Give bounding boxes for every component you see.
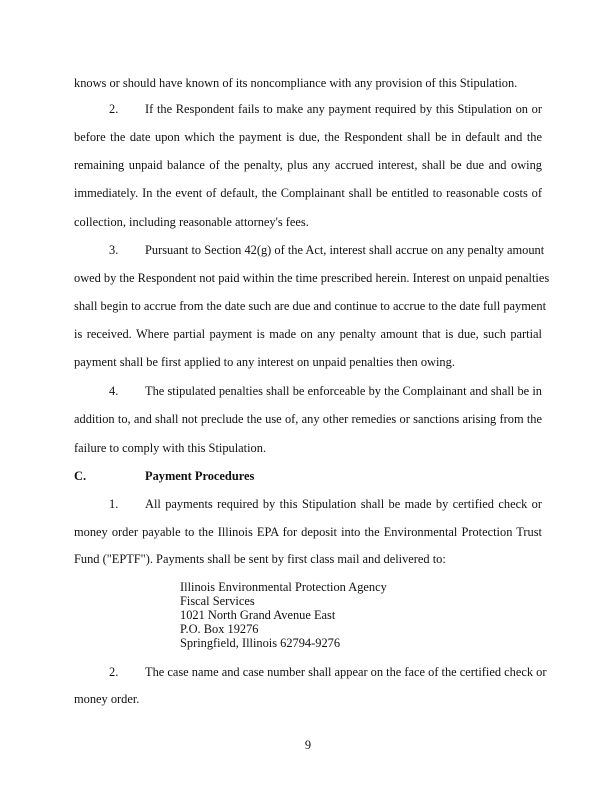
payment-para2-number: 2. — [109, 665, 119, 679]
page-number: 9 — [304, 738, 312, 752]
para2-last-line: collection, including reasonable attorney's fees. — [74, 215, 309, 229]
para4-number: 4. — [109, 384, 119, 398]
address-line-5: Springfield, Illinois 62794-9276 — [180, 636, 341, 650]
para4-last-line: failure to comply with this Stipulation. — [74, 441, 267, 455]
para2-line-3: remaining unpaid balance of the penalty, plus any accrued interest, shall be due and owing — [74, 158, 542, 172]
payment-para1-line-2: money order payable to the Illinois EPA for deposit into the Environmental Protection Trust — [74, 525, 542, 539]
payment-para2-last-line: money order. — [74, 692, 140, 706]
address-line-4: P.O. Box 19276 — [180, 622, 259, 636]
address-line-2: Fiscal Services — [180, 594, 255, 608]
para3-line-3: shall begin to accrue from the date such are due and continue to accrue to the date full payment — [74, 299, 547, 313]
payment-para1-last-line: Fund ("EPTF"). Payments shall be sent by first class mail and delivered to: — [74, 552, 446, 566]
section-c-title: Payment Procedures — [145, 469, 255, 483]
payment-para1-line-1: All payments required by this Stipulation shall be made by certified check or — [145, 497, 542, 511]
para4-line-1: The stipulated penalties shall be enforceable by the Complainant and shall be in — [145, 384, 542, 398]
para3-line-2: owed by the Respondent not paid within the time prescribed herein. Interest on unpaid penalties — [74, 271, 550, 285]
para3-last-line: payment shall be first applied to any interest on unpaid penalties then owing. — [74, 355, 455, 369]
para3-number: 3. — [109, 243, 119, 257]
para2-line-1: If the Respondent fails to make any payment required by this Stipulation on or — [145, 102, 542, 116]
para2-line-2: before the date upon which the payment is due, the Respondent shall be in default and the — [74, 130, 542, 144]
intro-line: knows or should have known of its noncompliance with any provision of this Stipulation. — [74, 76, 518, 90]
para3-line-1: Pursuant to Section 42(g) of the Act, interest shall accrue on any penalty amount — [145, 243, 545, 257]
address-line-1: Illinois Environmental Protection Agency — [180, 580, 387, 594]
payment-para2-line-1: The case name and case number shall appear on the face of the certified check or — [145, 665, 547, 679]
para3-line-4: is received. Where partial payment is made on any penalty amount that is due, such partial — [74, 327, 542, 341]
para2-line-4: immediately. In the event of default, the Complainant shall be entitled to reasonable costs of — [74, 186, 542, 200]
payment-para1-number: 1. — [109, 497, 119, 511]
section-c-letter: C. — [74, 469, 87, 483]
address-line-3: 1021 North Grand Avenue East — [180, 608, 336, 622]
para4-line-2: addition to, and shall not preclude the use of, any other remedies or sanctions arising from the — [74, 412, 542, 426]
para2-number: 2. — [109, 102, 119, 116]
